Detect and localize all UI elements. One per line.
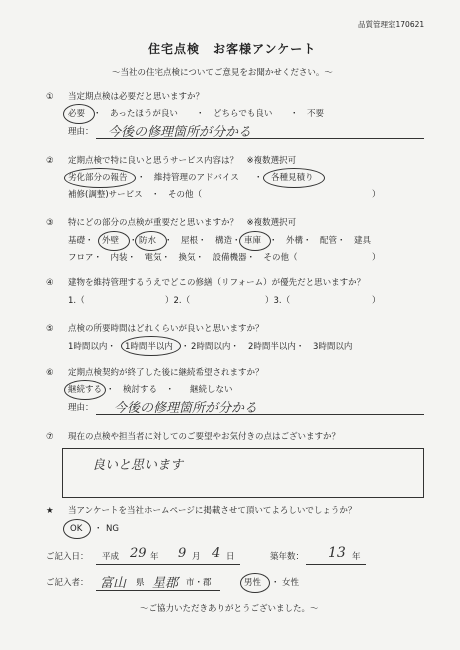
q5-text: 点検の所要時間はどれくらいが良いと思いますか？ bbox=[68, 324, 264, 334]
q4-slot-1[interactable]: 1.（ bbox=[68, 296, 85, 306]
age-value[interactable]: 13 bbox=[328, 545, 346, 561]
city-unit: 市・郡 bbox=[186, 578, 212, 588]
city-value[interactable]: 星郡 bbox=[152, 576, 179, 591]
q3-option-roof-structure[interactable]: ・ 屋根・ 構造・ bbox=[164, 236, 241, 246]
gender-selection-circle bbox=[240, 573, 270, 593]
q2-option-repair-service[interactable]: 補修(調整)サービス bbox=[68, 190, 143, 200]
q1-option-better[interactable]: ・ あったほうが良い bbox=[93, 109, 178, 119]
q1-reason-answer[interactable]: 今後の修理箇所が分かる bbox=[108, 125, 252, 140]
thanks-message: ～ご協力いただきありがとうございました。～ bbox=[140, 604, 319, 614]
q1-option-unnecessary[interactable]: ・ 不要 bbox=[290, 109, 325, 119]
star-icon: ★ bbox=[46, 506, 54, 516]
q3-sep: ・ bbox=[129, 236, 138, 246]
q1-option-necessary[interactable]: 必要 bbox=[68, 109, 86, 119]
q6-reason-underline bbox=[96, 414, 424, 415]
gender-female[interactable]: 女性 bbox=[282, 578, 300, 588]
q2-selection-circle-1 bbox=[64, 168, 136, 188]
gender-male[interactable]: 男性 bbox=[244, 578, 262, 588]
homepage-ng[interactable]: NG bbox=[106, 524, 119, 534]
document-code: 品質管理室170621 bbox=[358, 20, 425, 29]
homepage-sep: ・ bbox=[94, 524, 103, 534]
q4-text: 建物を維持管理するうえでどこの修繕（リフォーム）が優先だと思いますか？ bbox=[68, 278, 366, 288]
q3-option-foundation[interactable]: 基礎・ bbox=[68, 236, 94, 246]
q5-sep: ・ bbox=[181, 342, 190, 352]
q2-option-other[interactable]: ・ その他（ bbox=[151, 190, 203, 200]
q6-option-consider[interactable]: ・ 検討する ・ bbox=[106, 385, 175, 395]
homepage-ok[interactable]: OK bbox=[70, 524, 83, 534]
q1-selection-circle bbox=[63, 104, 95, 124]
date-day[interactable]: 4 bbox=[212, 546, 221, 561]
date-month-unit: 月 bbox=[192, 552, 201, 562]
prefecture-unit: 県 bbox=[136, 578, 145, 588]
q1-reason-label: 理由： bbox=[68, 127, 94, 137]
q4-slot-2[interactable]: ）2.（ bbox=[165, 296, 191, 306]
q6-option-discontinue[interactable]: 継続しない bbox=[190, 385, 233, 395]
q5-option-2h[interactable]: 2時間以内・ bbox=[191, 342, 239, 352]
q1-number: ① bbox=[46, 92, 54, 102]
q2-option-estimates[interactable]: ・ 各種見積り bbox=[254, 173, 314, 183]
q3-option-row2[interactable]: フロア・ 内装・ 電気・ 換気・ 設備機器・ その他（ bbox=[68, 253, 298, 263]
q5-option-3h[interactable]: 3時間以内 bbox=[313, 342, 353, 352]
q2-selection-circle-2 bbox=[263, 168, 325, 188]
q3-other-close-paren: ） bbox=[372, 253, 381, 263]
q3-option-others-row1[interactable]: ・ 外構・ 配管・ 建具 bbox=[269, 236, 372, 246]
q3-option-waterproof[interactable]: 防水 bbox=[139, 236, 157, 246]
q5-number: ⑤ bbox=[46, 324, 54, 334]
page-title: 住宅点検 お客様アンケート bbox=[148, 42, 317, 56]
q6-reason-answer[interactable]: 今後の修理箇所が分かる bbox=[114, 401, 258, 416]
q6-text: 定期点検契約が終了した後に継続希望されますか？ bbox=[68, 368, 264, 378]
q7-number: ⑦ bbox=[46, 432, 54, 442]
q4-slot-3[interactable]: ）3.（ bbox=[265, 296, 291, 306]
q6-reason-label: 理由： bbox=[68, 403, 94, 413]
q5-selection-circle bbox=[121, 336, 181, 356]
prefecture-value[interactable]: 富山 bbox=[100, 576, 127, 591]
date-month[interactable]: 9 bbox=[178, 546, 187, 561]
q2-text: 定期点検で特に良いと思うサービス内容は？ ※複数選択可 bbox=[68, 156, 297, 166]
age-unit: 年 bbox=[352, 552, 361, 562]
q3-text: 特にどの部分の点検が重要だと思いますか？ ※複数選択可 bbox=[68, 218, 297, 228]
q1-reason-underline bbox=[96, 138, 424, 139]
homepage-question: 当アンケートを当社ホームページに掲載させて頂いてよろしいでしょうか？ bbox=[68, 506, 357, 516]
q3-option-garage[interactable]: 車庫 bbox=[244, 236, 262, 246]
q3-selection-circle-3 bbox=[239, 231, 271, 251]
q4-number: ④ bbox=[46, 278, 54, 288]
date-label: ご記入日： bbox=[46, 552, 89, 562]
q2-option-maintenance-advice[interactable]: ・ 維持管理のアドバイス bbox=[137, 173, 239, 183]
q5-option-2-5h[interactable]: 2時間半以内・ bbox=[248, 342, 305, 352]
date-underline bbox=[96, 564, 240, 565]
q3-option-exterior-wall[interactable]: 外壁 bbox=[102, 236, 120, 246]
name-underline bbox=[96, 590, 220, 591]
q3-selection-circle-2 bbox=[135, 231, 167, 251]
q6-selection-circle bbox=[64, 380, 106, 400]
q7-text: 現在の点検や担当者に対してのご要望やお気付きの点はございますか？ bbox=[68, 432, 341, 442]
q7-answer[interactable]: 良いと思います bbox=[92, 458, 184, 473]
q1-option-either[interactable]: ・ どちらでも良い bbox=[196, 109, 273, 119]
q4-close-paren: ） bbox=[372, 296, 381, 306]
age-label: 築年数： bbox=[270, 552, 305, 562]
date-era: 平成 bbox=[102, 552, 120, 562]
date-day-unit: 日 bbox=[226, 552, 235, 562]
q3-selection-circle-1 bbox=[98, 231, 130, 251]
q2-number: ② bbox=[46, 156, 54, 166]
q5-option-1h[interactable]: 1時間以内・ bbox=[68, 342, 116, 352]
age-underline bbox=[306, 564, 366, 565]
q5-option-1-5h[interactable]: 1時間半以内 bbox=[125, 342, 173, 352]
q6-option-continue[interactable]: 継続する bbox=[68, 385, 103, 395]
page-subtitle: ～当社の住宅点検についてご意見をお聞かせください。～ bbox=[112, 68, 333, 78]
gender-sep: ・ bbox=[271, 578, 280, 588]
q2-other-close-paren: ） bbox=[372, 190, 381, 200]
name-label: ご記入者： bbox=[46, 578, 89, 588]
date-year-unit: 年 bbox=[150, 552, 159, 562]
q3-number: ③ bbox=[46, 218, 54, 228]
date-year[interactable]: 29 bbox=[130, 546, 147, 561]
q1-text: 当定期点検は必要だと思いますか？ bbox=[68, 92, 205, 102]
q6-number: ⑥ bbox=[46, 368, 54, 378]
q2-option-deterioration-report[interactable]: 劣化部分の報告 bbox=[68, 173, 128, 183]
homepage-selection-circle bbox=[63, 519, 91, 539]
